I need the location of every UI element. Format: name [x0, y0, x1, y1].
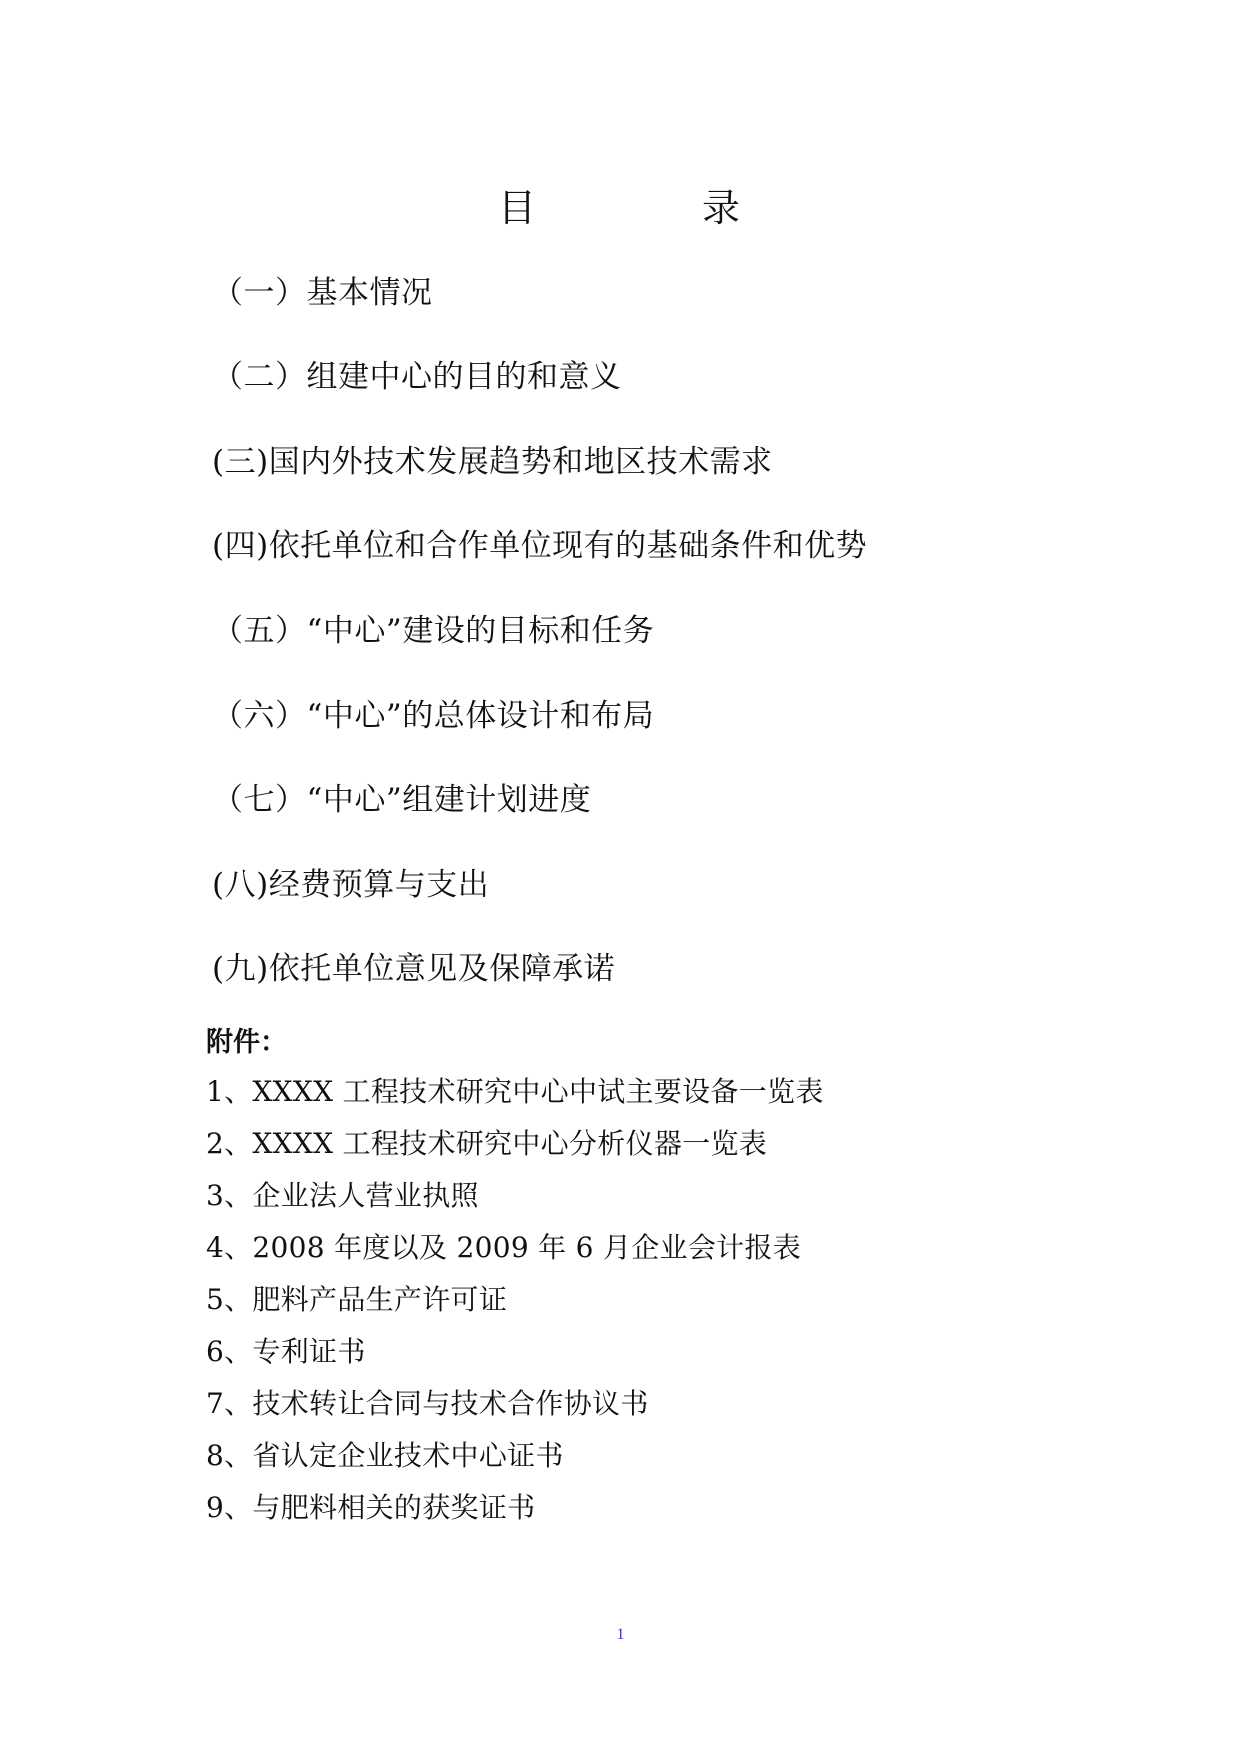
attachment-item-1: 1、XXXX 工程技术研究中心中试主要设备一览表 [206, 1075, 824, 1108]
attachment-item-3: 3、企业法人营业执照 [206, 1179, 479, 1212]
toc-item-8[interactable]: (八)经费预算与支出 [212, 867, 490, 903]
toc-item-1[interactable]: （一）基本情况 [212, 275, 433, 311]
title-char-lu: 录 [702, 186, 741, 230]
title-char-mu: 目 [498, 186, 537, 230]
attachments-heading: 附件： [206, 1027, 287, 1058]
page-number: 1 [616, 1626, 625, 1643]
toc-item-6[interactable]: （六）“中心”的总体设计和布局 [212, 698, 655, 734]
attachment-item-2: 2、XXXX 工程技术研究中心分析仪器一览表 [206, 1127, 768, 1160]
toc-item-2[interactable]: （二）组建中心的目的和意义 [212, 359, 622, 395]
attachment-item-5: 5、肥料产品生产许可证 [206, 1283, 508, 1316]
toc-item-3[interactable]: (三)国内外技术发展趋势和地区技术需求 [212, 444, 773, 480]
toc-item-4[interactable]: (四)依托单位和合作单位现有的基础条件和优势 [212, 528, 868, 564]
toc-item-5[interactable]: （五）“中心”建设的目标和任务 [212, 613, 655, 649]
page-title [0, 183, 1241, 233]
attachment-item-4: 4、2008 年度以及 2009 年 6 月企业会计报表 [206, 1231, 802, 1264]
toc-item-7[interactable]: （七）“中心”组建计划进度 [212, 782, 592, 818]
attachment-item-9: 9、与肥料相关的获奖证书 [206, 1491, 536, 1524]
attachment-item-6: 6、专利证书 [206, 1335, 366, 1368]
attachment-item-7: 7、技术转让合同与技术合作协议书 [206, 1387, 649, 1420]
toc-item-9[interactable]: (九)依托单位意见及保障承诺 [212, 951, 616, 987]
attachment-item-8: 8、省认定企业技术中心证书 [206, 1439, 564, 1472]
